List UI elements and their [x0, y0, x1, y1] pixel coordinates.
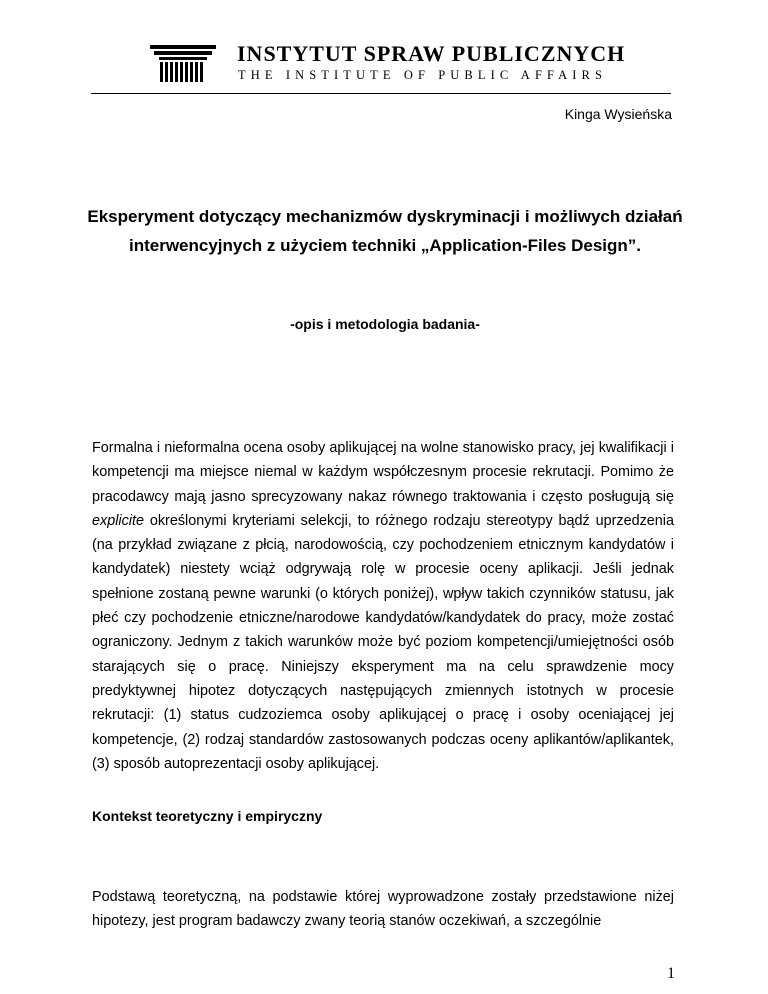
- page-number: 1: [667, 965, 675, 982]
- institute-name-pl: INSTYTUT SPRAW PUBLICZNYCH: [237, 41, 626, 66]
- document-title: Eksperyment dotyczący mechanizmów dyskryminacji i możliwych działań interwencyjnych z użyciem techniki „Application-Files Design”.: [87, 207, 683, 255]
- section-paragraph: Podstawą teoretyczną, na podstawie której wyprowadzone zostały przedstawione niżej hipotezy, jest program badawczy zwany teorią stanów oczekiwań, a szczególnie: [92, 889, 674, 930]
- institute-name-en: THE INSTITUTE OF PUBLIC AFFAIRS: [238, 68, 607, 82]
- author-name: Kinga Wysieńska: [564, 106, 672, 122]
- section-heading: Kontekst teoretyczny i empiryczny: [92, 808, 323, 824]
- document-subtitle: -opis i metodologia badania-: [290, 316, 480, 332]
- intro-paragraph: Formalna i nieformalna ocena osoby aplikującej na wolne stanowisko pracy, jej kwalifikacji i kompetencji ma miejsce niemal w każdym współczesnym procesie rekrutacji. Pomimo że pracodawcy mają jasno sprecyzowany nakaz równego traktowania i często posługują się explicite określonymi kryteriami selekcji, to różnego rodzaju stereotypy bądź uprzedzenia (na przykład związane z płcią, narodowością, czy pochodzeniem etnicznym kandydatów i kandydatek) niestety wciąż odgrywają rolę w procesie oceny aplikacji. Jeśli jednak spełnione zostaną pewne warunki (o których poniżej), wpływ takich czynników statusu, jak płeć czy pochodzenie etniczne/narodowe kandydatów/kandydatek do pracy, może zostać ograniczony. Jednym z takich warunków może być poziom kompetencji/umiejętności osób starających się o pracę. Niniejszy eksperyment ma na celu sprawdzenie mocy predyktywnej hipotez dotyczących następujących zmiennych istotnych w procesie rekrutacji: (1) status cudzoziemca osoby aplikującej o pracę i osoby oceniającej jej kompetencje, (2) rodzaj standardów zastosowanych podczas oceny aplikantów/aplikantek, (3) sposób autoprezentacji osoby aplikującej.: [92, 440, 674, 772]
- emphasis-explicite: explicite: [92, 512, 144, 529]
- header-divider: [91, 93, 671, 94]
- column-capital-icon: [150, 45, 216, 83]
